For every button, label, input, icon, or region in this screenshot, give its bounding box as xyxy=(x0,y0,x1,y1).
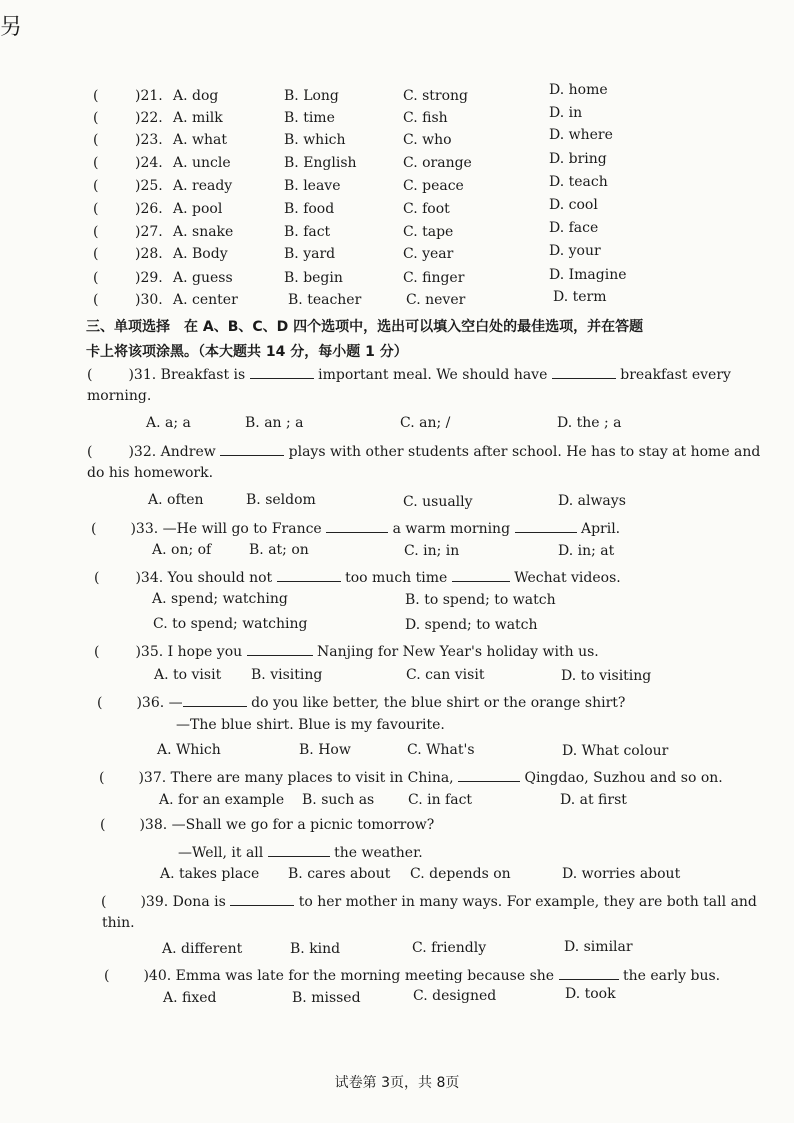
option-a: A. for an example xyxy=(159,792,285,808)
option-c: C. orange xyxy=(403,155,472,171)
pronunciation-row: ( )25. A. ready B. leave C. peace D. teach xyxy=(93,174,608,194)
option-c: C. year xyxy=(403,246,454,262)
answer-blank xyxy=(452,567,510,582)
answer-blank xyxy=(515,518,577,533)
question-38: ( )38. —Shall we go for a picnic tomorrow? xyxy=(100,817,435,833)
answer-blank xyxy=(250,364,314,379)
option-d: D. home xyxy=(549,82,608,98)
answer-blank xyxy=(220,441,284,456)
answer-blank xyxy=(326,518,388,533)
option-c: C. usually xyxy=(403,494,473,510)
page-footer: 试卷第 3页，共 8页 xyxy=(334,1075,460,1091)
option-d: D. similar xyxy=(564,939,633,955)
option-c: C. What's xyxy=(407,742,475,758)
option-b: B. yard xyxy=(284,246,336,262)
pronunciation-row: ( )26. A. pool B. food C. foot D. cool xyxy=(93,197,598,217)
answer-blank xyxy=(277,567,341,582)
pronunciation-row: ( )29. A. guess B. begin C. finger D. Imagine xyxy=(93,267,627,286)
question-31: ( )31. Breakfast is important meal. We should have breakfast every xyxy=(87,364,731,383)
option-c: C. to spend; watching xyxy=(153,616,308,632)
option-b: B. kind xyxy=(290,941,341,957)
option-b: B. visiting xyxy=(251,667,323,683)
question-35: ( )35. I hope you Nanjing for New Year's holiday with us. xyxy=(94,641,599,660)
option-b: B. begin xyxy=(284,270,343,286)
pronunciation-row: ( )27. A. snake B. fact C. tape D. face xyxy=(93,220,599,240)
option-d: D. in xyxy=(549,105,583,121)
option-c: C. can visit xyxy=(406,667,485,683)
option-d: D. teach xyxy=(549,174,608,190)
option-d: D. term xyxy=(553,289,607,305)
question-number: )21. xyxy=(135,88,163,104)
option-b: B. to spend; to watch xyxy=(405,592,556,608)
option-d: D. cool xyxy=(549,197,598,213)
option-d: D. face xyxy=(549,220,599,236)
answer-blank xyxy=(458,767,520,782)
option-c: C. finger xyxy=(403,270,465,286)
section-heading: 三、单项选择 在 A、B、C、D 四个选项中，选出可以填入空白处的最佳选项，并在答题 xyxy=(86,319,644,335)
dialogue-reply: —The blue shirt. Blue is my favourite. xyxy=(176,717,445,733)
option-d: D. to visiting xyxy=(561,668,652,684)
option-a: A. guess xyxy=(173,270,233,286)
option-a: A. milk xyxy=(173,110,223,126)
pronunciation-row: ( )24. A. uncle B. English C. orange D. bring xyxy=(93,151,607,171)
option-a: A. pool xyxy=(173,201,223,217)
option-a: A. on; of xyxy=(152,542,212,558)
option-a: A. Which xyxy=(157,742,221,758)
question-continuation: thin. xyxy=(102,915,135,931)
question-36: ( )36. — do you like better, the blue shirt or the orange shirt? xyxy=(97,692,625,711)
option-a: A. spend; watching xyxy=(152,591,288,607)
option-c: C. in fact xyxy=(408,792,473,808)
option-b: B. seldom xyxy=(246,492,316,508)
question-number: )26. xyxy=(135,201,163,217)
option-d: D. Imagine xyxy=(549,267,627,283)
option-b: B. fact xyxy=(284,224,331,240)
question-37: ( )37. There are many places to visit in China, Qingdao, Suzhou and so on. xyxy=(99,767,723,786)
corner-mark: 另 xyxy=(0,15,23,40)
option-d: D. the ; a xyxy=(557,415,622,431)
question-32: ( )32. Andrew plays with other students after school. He has to stay at home and xyxy=(87,441,760,460)
question-number: )25. xyxy=(135,178,163,194)
option-c: C. in; in xyxy=(404,543,460,559)
question-number: )24. xyxy=(135,155,163,171)
option-c: C. who xyxy=(403,132,452,148)
option-a: A. takes place xyxy=(160,866,260,882)
option-d: D. always xyxy=(558,493,626,509)
question-40: ( )40. Emma was late for the morning meeting because she the early bus. xyxy=(104,965,720,984)
question-continuation: do his homework. xyxy=(87,465,214,481)
option-d: D. where xyxy=(549,127,613,143)
answer-blank xyxy=(247,641,313,656)
option-c: C. designed xyxy=(413,988,497,1004)
question-33: ( )33. —He will go to France a warm morning April. xyxy=(91,518,620,537)
option-a: A. what xyxy=(173,132,227,148)
option-d: D. What colour xyxy=(562,743,669,759)
option-b: B. leave xyxy=(284,178,341,194)
option-d: D. in; at xyxy=(558,543,615,559)
option-a: A. uncle xyxy=(173,155,231,171)
answer-blank xyxy=(268,842,330,857)
option-b: B. an ; a xyxy=(245,415,304,431)
option-b: B. such as xyxy=(302,792,375,808)
question-number: )30. xyxy=(135,292,163,308)
option-a: A. snake xyxy=(173,224,234,240)
option-b: B. teacher xyxy=(288,292,362,308)
option-c: C. friendly xyxy=(412,940,487,956)
question-number: )27. xyxy=(135,224,163,240)
option-a: A. fixed xyxy=(163,990,217,1006)
option-b: B. food xyxy=(284,201,335,217)
dialogue-reply: —Well, it all the weather. xyxy=(178,842,423,861)
pronunciation-row: ( )22. A. milk B. time C. fish D. in xyxy=(93,105,583,126)
option-b: B. time xyxy=(284,110,335,126)
option-c: C. depends on xyxy=(410,866,511,882)
question-number: )23. xyxy=(135,132,163,148)
option-b: B. English xyxy=(284,155,357,171)
answer-blank xyxy=(183,692,247,707)
option-a: A. center xyxy=(173,292,238,308)
option-a: A. to visit xyxy=(154,667,222,683)
answer-blank xyxy=(230,891,294,906)
question-number: )28. xyxy=(135,246,163,262)
option-b: B. Long xyxy=(284,88,339,104)
question-number: )22. xyxy=(135,110,163,126)
pronunciation-row: ( )21. A. dog B. Long C. strong D. home xyxy=(93,82,608,104)
option-d: D. at first xyxy=(560,792,627,808)
option-c: C. tape xyxy=(403,224,454,240)
option-c: C. foot xyxy=(403,201,450,217)
option-c: C. an; / xyxy=(400,415,451,431)
option-d: D. worries about xyxy=(562,866,681,882)
question-continuation: morning. xyxy=(87,388,152,404)
option-c: C. strong xyxy=(403,88,469,104)
option-a: A. ready xyxy=(173,178,233,194)
section-heading-cont: 卡上将该项涂黑。（本大题共 14 分，每小题 1 分） xyxy=(86,344,408,360)
option-b: B. How xyxy=(299,742,351,758)
question-number: )29. xyxy=(135,270,163,286)
pronunciation-row: ( )30. A. center B. teacher C. never D. term xyxy=(93,289,607,308)
option-a: A. different xyxy=(162,941,243,957)
option-c: C. fish xyxy=(403,110,448,126)
option-a: A. a; a xyxy=(146,415,191,431)
option-a: A. often xyxy=(148,492,204,508)
answer-blank xyxy=(552,364,616,379)
option-b: B. at; on xyxy=(249,542,309,558)
question-39: ( )39. Dona is to her mother in many ways. For example, they are both tall and xyxy=(101,891,757,910)
question-34: ( )34. You should not too much time Wechat videos. xyxy=(94,567,621,586)
pronunciation-row: ( )23. A. what B. which C. who D. where xyxy=(93,127,613,148)
answer-blank xyxy=(559,965,619,980)
option-b: B. which xyxy=(284,132,346,148)
option-d: D. bring xyxy=(549,151,607,167)
option-c: C. never xyxy=(406,292,466,308)
option-a: A. dog xyxy=(173,88,219,104)
option-d: D. took xyxy=(565,986,616,1002)
option-a: A. Body xyxy=(173,246,228,262)
option-b: B. cares about xyxy=(288,866,391,882)
option-d: D. your xyxy=(549,243,601,259)
option-d: D. spend; to watch xyxy=(405,617,538,633)
option-c: C. peace xyxy=(403,178,464,194)
pronunciation-row: ( )28. A. Body B. yard C. year D. your xyxy=(93,243,601,262)
option-b: B. missed xyxy=(292,990,361,1006)
